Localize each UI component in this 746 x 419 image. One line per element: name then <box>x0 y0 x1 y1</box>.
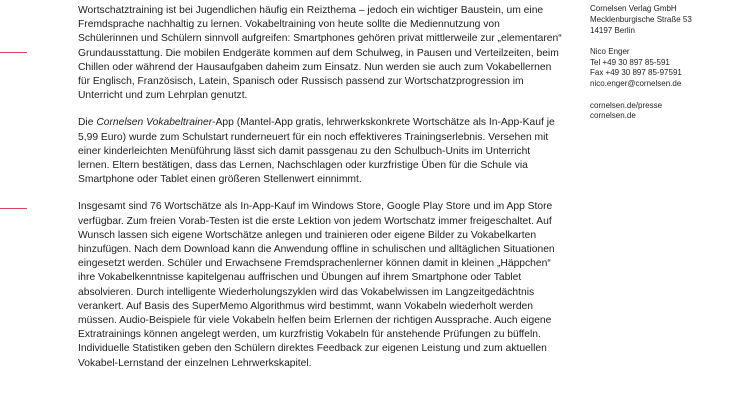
press-link[interactable]: cornelsen.de/presse <box>590 100 663 110</box>
contact-email[interactable]: nico.enger@cornelsen.de <box>590 79 682 89</box>
paragraph-prefix: Die <box>78 117 97 129</box>
publisher-name: Cornelsen Verlag GmbH <box>590 4 677 13</box>
paragraph-features: Insgesamt sind 76 Wortschätze als In-App-Kauf im Windows Store, Google Play Store und im App Store verfügbar. Zum freien Vorab-Testen ist die erste Lektion von jedem Wortschatz immer freigeschaltet. Auf Wunsch lassen sich eigene Wortschätze anlegen und trainieren oder eigene Bilder zu Vokabelkarten hinzufügen. Nach dem Download kann die Anwendung offline in schulischen und alltäglichen Situationen eingesetzt werden. Schüler und Erwachsene Fremdsprachenlerner können damit in kleinen „Häppchen“ ihre Vokabelkenntnisse kapitelgenau auffrischen und Übungen auf ihrem Smartphone oder Tablet absolvieren. Durch intelligente Wiederholungszyklen wird das Vokabelwissen im Langzeitgedächtnis verankert. Auf Basis des SuperMemo Algorithmus wird bestimmt, wann Vokabeln wiederholt werden müssen. Audio-Beispiele für viele Vokabeln helfen beim Erlernen der richtigen Aussprache. Auch eigene Extratrainings können angelegt werden, um kurzfristig Vokabeln für anstehende Prüfungen zu büffeln. Individuelle Statistiken geben den Schülern direktes Feedback zur eigenen Leistung und zum aktuellen Vokabel-Lernstand der einzelnen Lehrwerkskapitel. <box>78 201 555 369</box>
contact-phone: Tel +49 30 897 85-591 <box>590 57 670 67</box>
margin-mark-bottom <box>0 208 27 209</box>
paragraph-app-text: -App (Mantel-App gratis, lehrwerkskonkrete Wortschätze als In-App-Kauf je 5,99 Euro) wurde zum Schulstart runderneuert für ein noch effektiveres Trainingserlebnis. Versehen mit einer kinderleichten Menüführung lässt sich damit passgenau zu den Schulbuch-Units im Unterricht lernen. Eltern bestätigen, dass das Lernen, Nachschlagen oder kurzfristige Üben für die Schule via Smartphone oder Tablet einen größeren Stellenwert einnimmt. <box>78 117 555 186</box>
website-links <box>590 101 740 123</box>
margin-mark-top <box>0 52 27 53</box>
contact-name: Nico Enger <box>590 46 630 56</box>
publisher-address <box>590 4 740 36</box>
contact-fax: Fax +49 30 897 85-97591 <box>590 68 682 78</box>
paragraph-intro: Wortschatztraining ist bei Jugendlichen häufig ein Reizthema – jedoch ein wichtiger Baustein, um eine Fremdsprache nachhaltig zu lernen. Vokabeltraining von heute sollte die Mediennutzung von Schülerinnen und Schülern sinnvoll aufgreifen: Smartphones gehören privat mittlerweile zur „elementaren“ Grundausstattung. Die mobilen Endgeräte kommen auf dem Schulweg, in Pausen und Verteilzeiten, beim Chillen oder während der Hausaufgaben daheim zum Einsatz. Nun werden sie auch zum Vokabellernen für Englisch, Französisch, Latein, Spanisch oder Russisch passend zur Wortschatzprogression im Unterricht und zum Lehrplan genutzt. <box>78 5 562 102</box>
press-release-body <box>78 4 562 384</box>
website-link[interactable]: cornelsen.de <box>590 111 636 121</box>
publisher-street: Mecklenburgische Straße 53 <box>590 14 692 24</box>
contact-sidebar <box>590 4 740 133</box>
press-contact <box>590 47 740 90</box>
app-name: Cornelsen Vokabeltrainer <box>96 117 213 129</box>
paragraph-app-description <box>78 116 562 187</box>
publisher-city: 14197 Berlin <box>590 25 635 35</box>
